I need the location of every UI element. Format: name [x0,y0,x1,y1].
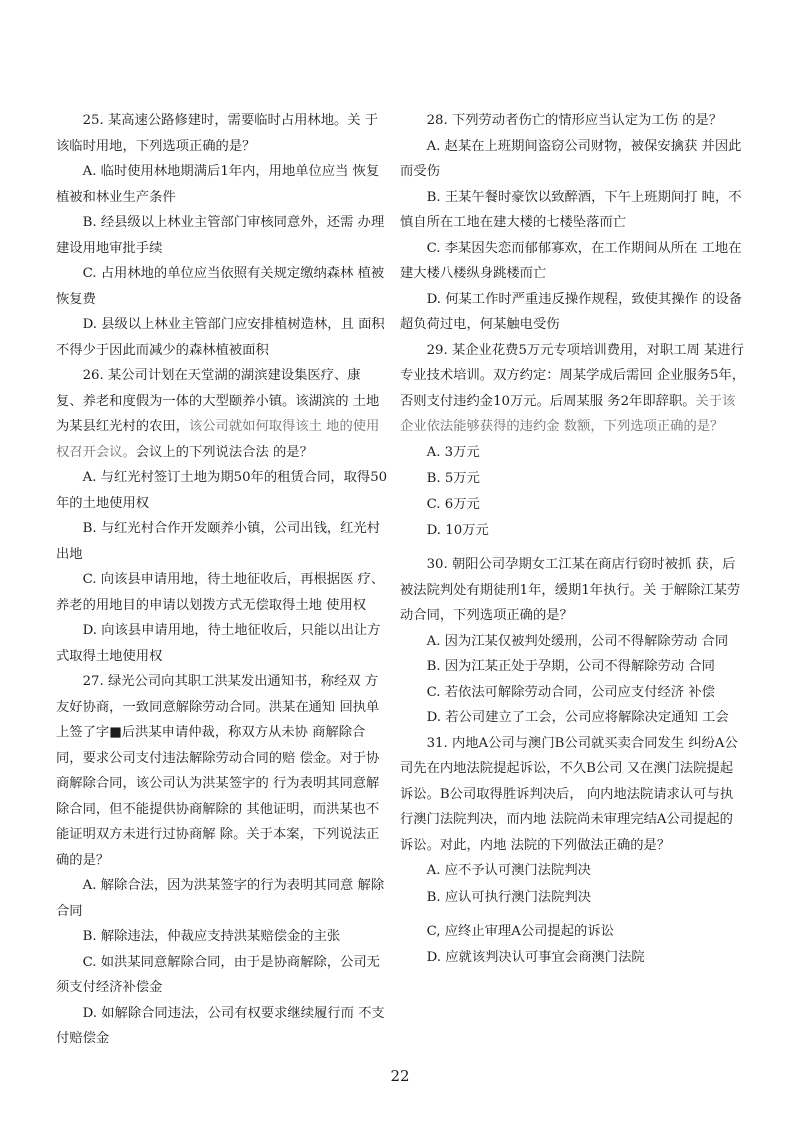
spacer [400,911,746,919]
question-28-option-b: B. 王某午餐时豪饮以致醉酒，下午上班期间打 盹，不慎自所在工地在建大楼的七楼坠落而亡 [400,189,742,230]
question-30-option-b: B. 因为江某正处于孕期，公司不得解除劳动 合同 [426,659,715,675]
question-26-option-d: D. 向该县申请用地，待土地征收后，只能以出让方式取得土地使用权 [56,623,381,664]
question-28-option-c: C. 李某因失恋而郁郁寡欢，在工作期间从所在 工地在建大楼八楼纵身跳楼而亡 [400,240,742,281]
question-30-option-d: D. 若公司建立了工会，公司应将解除决定通知 工会 [426,710,729,726]
page-number: 22 [390,1067,410,1085]
question-31-option-b: B. 应认可执行澳门法院判决 [426,889,592,905]
question-30-option-c: C. 若依法可解除劳动合同，公司应支付经济 补偿 [426,684,715,700]
question-30-option-a: A. 因为江某仅被判处缓刑，公司不得解除劳动 合同 [426,633,729,649]
left-column [56,108,391,1052]
question-26-stem [56,363,391,465]
question-31-option-c: C, 应终止审理A公司提起的诉讼 [426,923,614,939]
spacer [400,544,746,552]
question-27-option-c: C. 如洪某同意解除合同，由于是协商解除，公司无须支付经济补偿金 [56,954,380,995]
question-26-stem-part-2: 会议上的下列说法合法 的是？ [135,444,313,460]
question-30-stem: 30. 朝阳公司孕期女工江某在商店行窃时被抓 获，后被法院判处有期徒刑1年，缓期1年执行。关 于解除江某劳动合同，下列选项正确的是？ [400,557,741,624]
question-25-option-d: D. 县级以上林业主管部门应安排植树造林，且 面积不得少于因此而减少的森林植被面积 [56,317,385,358]
question-26-stem-part-1: 26. 某公司计划在天堂湖的湖滨建设集医疗、康 复、养老和度假为一体的大型颐养小镇。该湖滨的 土地为某县红光村的农田， [56,368,380,434]
question-26-option-b: B. 与红光村合作开发颐养小镇，公司出钱，红光村出地 [56,521,381,562]
question-25-stem: 25. 某高速公路修建时，需要临时占用林地。关 于该临时用地，下列选项正确的是？ [56,113,379,154]
question-29-stem-part-1: 29. 某企业花费5万元专项培训费用，对职工周 某进行专业技术培训。双方约定：周某学成后需回 企业服务5年，否则支付违约金10万元。后周某服 务2年即辞职。 [400,342,746,409]
question-29-stem [400,338,746,440]
question-26-stem-faded: 该公司就如何取得该土 地的使用权召开会议。 [56,419,380,460]
question-27-stem: 27. 绿光公司向其职工洪某发出通知书，称经双 方友好协商，一致同意解除劳动合同。洪某在通知 回执单上签了字■后洪某申请仲裁，称双方从未协 商解除合同，要求公司支付违法解除劳动合同的赔 偿金。对于协商解除合同，该公司认为洪某签字的 行为表明其同意解除合同，但不能提供协商解除的 其他证明，而洪某也不能证明双方未进行过协商解 除。关于本案，下列说法正确的是？ [56,674,380,868]
question-29-option-d: D. 10万元 [426,523,489,539]
question-29-stem-faded: 关于该企业依法能够获得的违约金 数额，下列选项正确的是？ [400,393,736,434]
question-25-option-a: A. 临时使用林地期满后1年内，用地单位应当 恢复植被和林业生产条件 [56,164,380,205]
question-31-stem: 31. 内地A公司与澳门B公司就买卖合同发生 纠纷A公司先在内地法院提起诉讼，不久B公司 又在澳门法院提起诉讼。B公司取得胜诉判决后， 向内地法院请求认可与执行澳门法院判决，而内地 法院尚未审理完结A公司提起的诉讼。对此，内地 法院的下列做法正确的是？ [400,735,738,853]
question-25-option-b: B. 经县级以上林业主管部门审核同意外，还需 办理建设用地审批手续 [56,215,385,256]
question-26-option-a: A. 与红光村签订土地为期50年的租赁合同，取得50年的土地使用权 [56,470,388,511]
question-27-option-d: D. 如解除合同违法，公司有权要求继续履行而 不支付赔偿金 [56,1005,385,1046]
question-27-option-b: B. 解除违法，仲裁应支持洪某赔偿金的主张 [82,929,341,944]
question-26-option-c: C. 向该县申请用地，待土地征收后，再根据医 疗、养老的用地目的申请以划拨方式无偿取得土地 使用权 [56,572,385,613]
question-29-option-b: B. 5万元 [426,470,480,486]
question-31-option-d: D. 应就该判决认可事宜会商澳门法院 [426,949,645,965]
question-28-option-d: D. 何某工作时严重违反操作规程，致使其操作 的设备超负荷过电，何某触电受伤 [400,291,742,332]
question-31-option-a: A. 应不予认可澳门法院判决 [426,863,591,879]
question-28-option-a: A. 赵某在上班期间盗窃公司财物，被保安擒获 并因此而受伤 [400,138,742,179]
question-25-option-c: C. 占用林地的单位应当依照有关规定缴纳森林 植被恢复费 [56,266,385,307]
question-29-option-a: A. 3万元 [426,444,480,460]
question-28-stem: 28. 下列劳动者伤亡的情形应当认定为工伤 的是？ [426,113,723,128]
right-column [400,108,746,971]
question-29-option-c: C. 6万元 [426,496,480,512]
question-27-option-a: A. 解除合法，因为洪某签字的行为表明其同意 解除合同 [56,878,385,919]
